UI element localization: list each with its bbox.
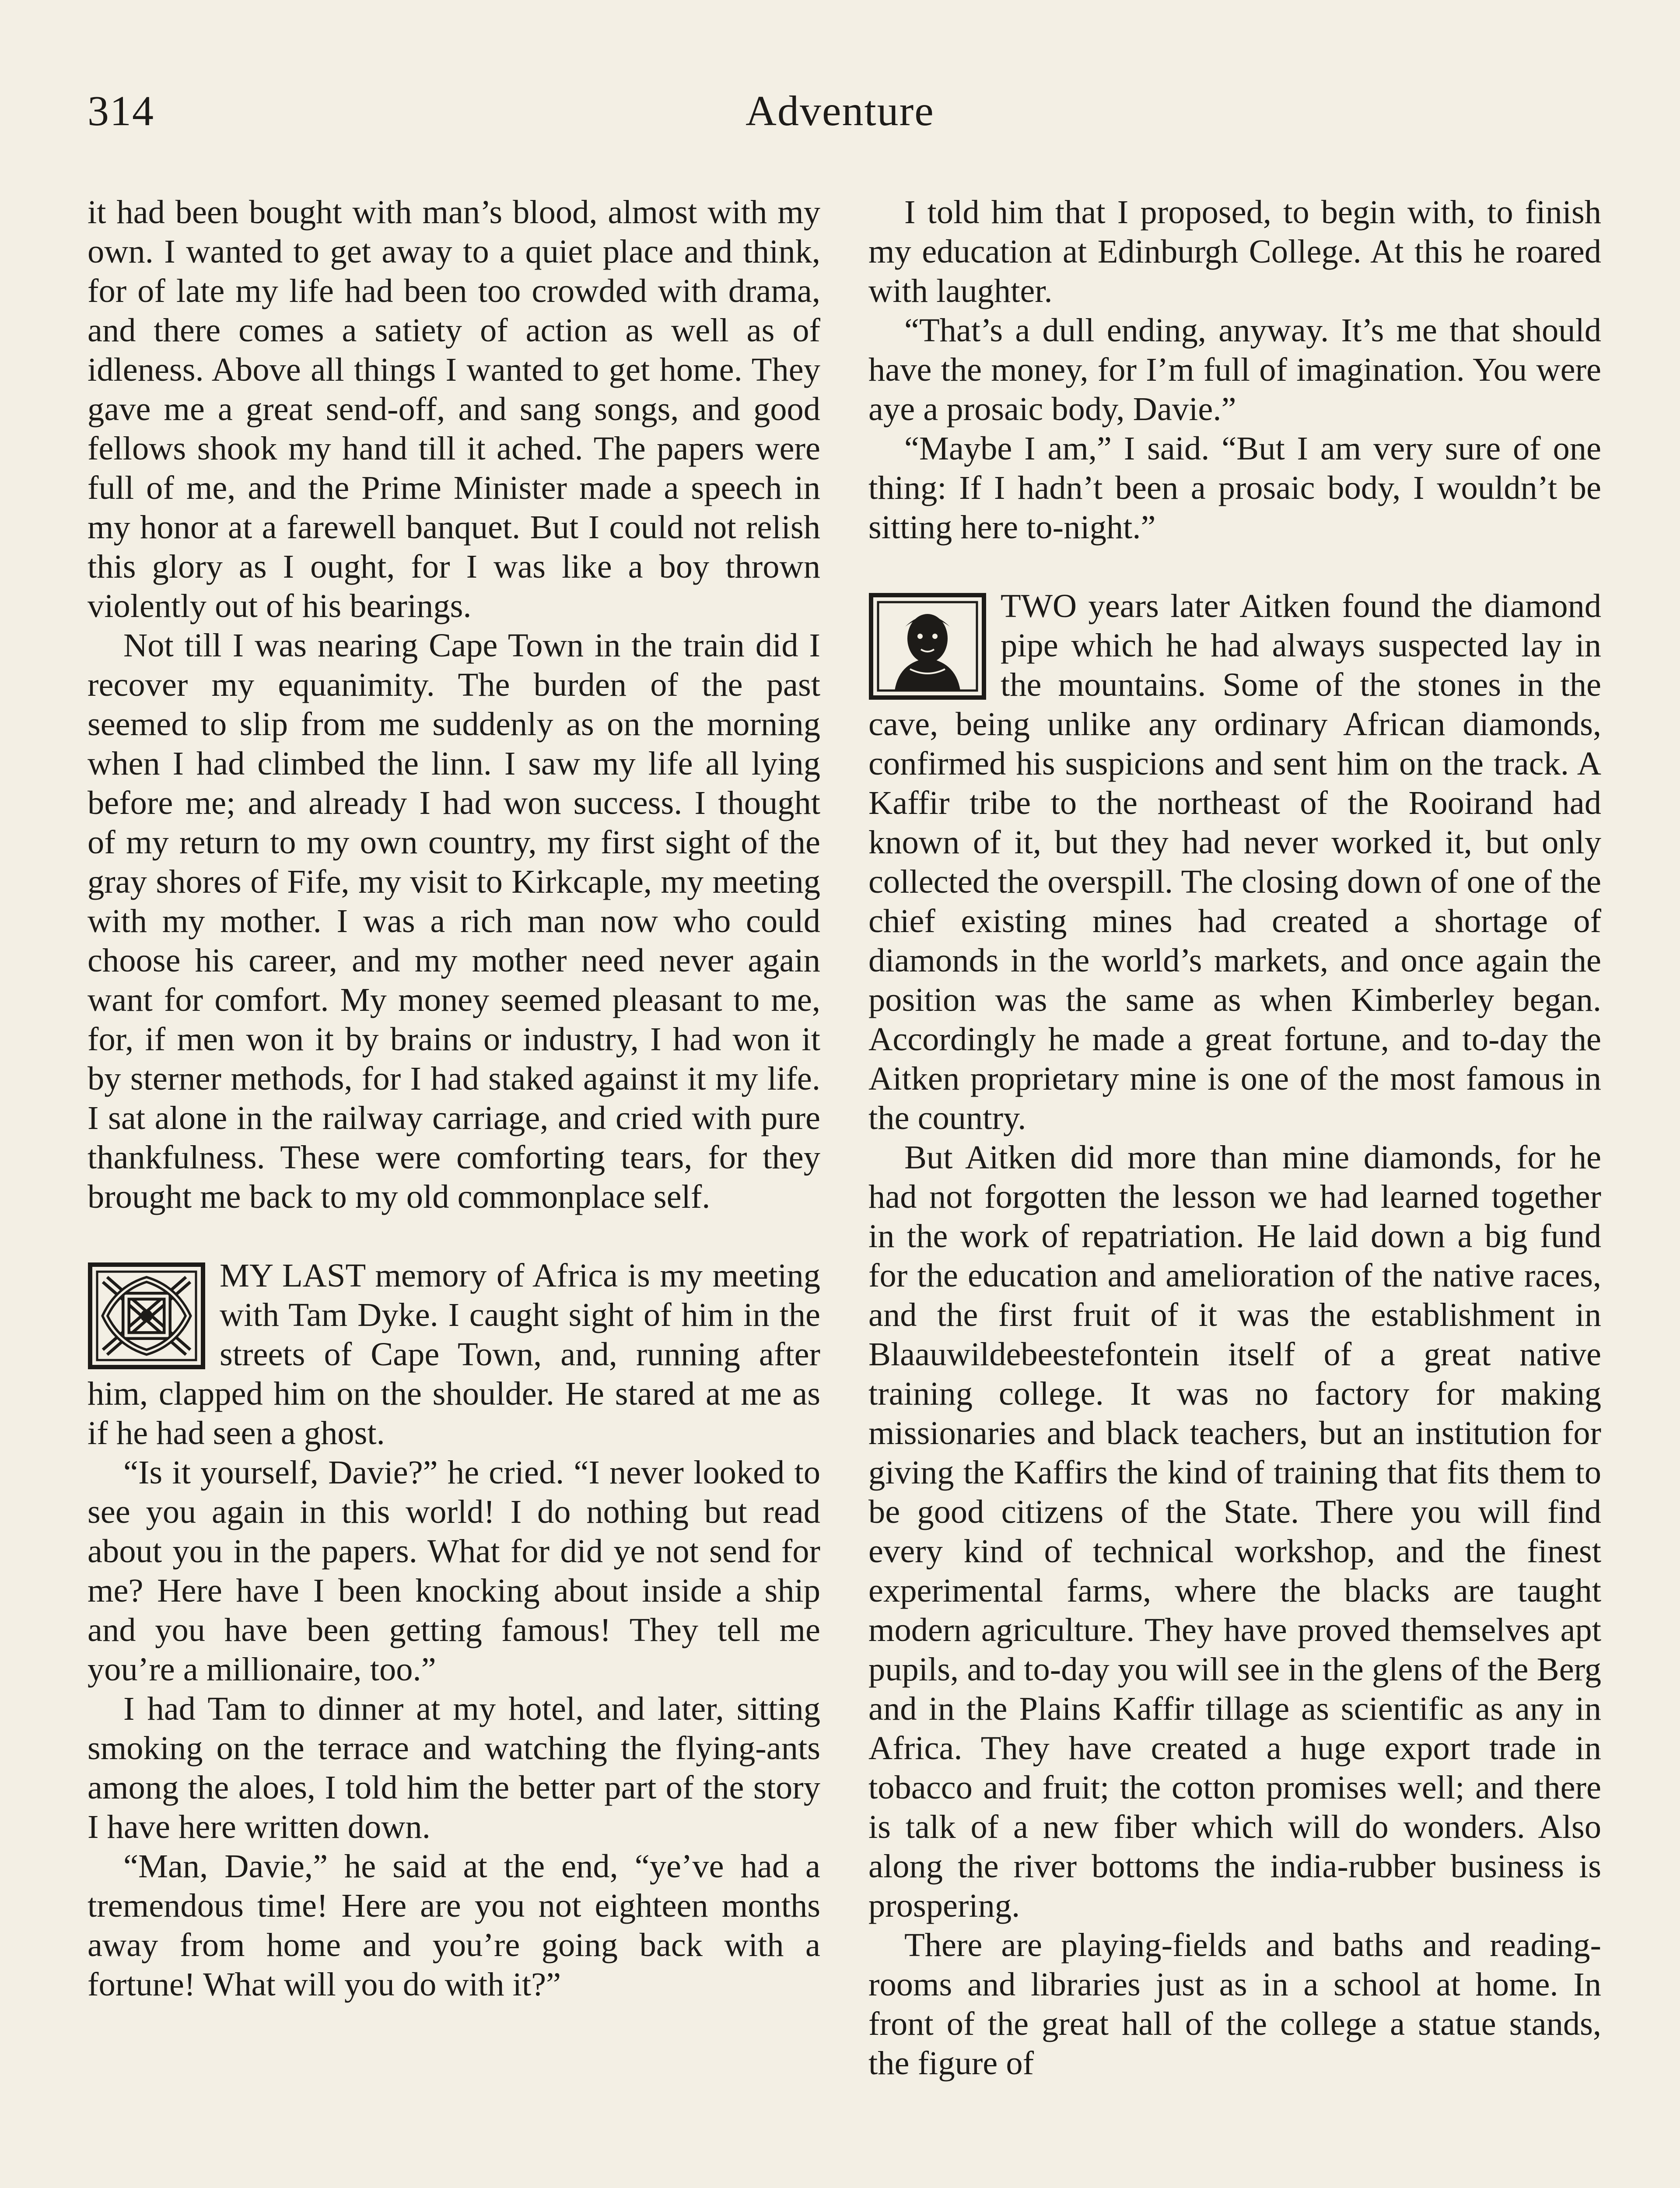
knot-ornament-icon <box>88 1262 206 1370</box>
section-text: years later Aitken found the diamond pipe which he had always suspected lay in the mountains. Some of the stones in the cave, being unlike any ordinary African diamonds, confirmed his suspicions and sent him on the track. A Kaffir tribe to the northeast of the Rooirand had known of it, but they had never worked it, but only collected the overspill. The closing down of one of the chief existing mines had created a shortage of diamonds in the world’s markets, and once again the position was the same as when Kimberley began. Accordingly he made a great fortune, and to-day the Aitken proprietary mine is one of the most famous in the country. <box>868 587 1601 1136</box>
body-paragraph: it had been bought with man’s blood, almost with my own. I wanted to get away to a quiet place and think, for of late my life had been too crowded with drama, and there comes a satiety of action as well as of idleness. Above all things I wanted to get home. They gave me a great send-off, and sang songs, and good fellows shook my hand till it ached. The papers were full of me, and the Prime Minister made a speech in my honor at a farewell banquet. But I could not relish this glory as I ought, for I was like a boy thrown violently out of his bearings. <box>88 193 820 624</box>
body-paragraph: “Maybe I am,” I said. “But I am very sure of one thing: If I hadn’t been a prosaic body, I wouldn’t be sitting here to-night.” <box>868 430 1601 546</box>
portrait-ornament-icon <box>868 593 987 700</box>
body-paragraph: I told him that I proposed, to begin with, to finish my education at Edinburgh College. At this he roared with laughter. <box>868 193 1601 309</box>
running-title: Adventure <box>746 88 934 135</box>
section-opening-paragraph <box>88 1256 820 1453</box>
section-break <box>88 1217 820 1256</box>
body-paragraph: There are playing-fields and baths and reading-rooms and libraries just as in a school at home. In front of the great hall of the college a statue stands, the figure of <box>868 1926 1601 2082</box>
right-column <box>868 193 1601 2083</box>
section-text: memory of Africa is my meeting with Tam Dyke. I caught sight of him in the streets of Cape Town, and, running after him, clapped him on the shoulder. He stared at me as if he had seen a ghost. <box>88 1257 820 1452</box>
section-break <box>868 547 1601 586</box>
section-opening-paragraph <box>868 586 1601 1138</box>
body-paragraph: But Aitken did more than mine diamonds, for he had not forgotten the lesson we had learned together in the work of repatriation. He laid down a big fund for the education and amelioration of the native races, and the first fruit of it was the establishment in Blaauwildebeestefontein itself of a great native training college. It was no factory for making missionaries and black teachers, but an institution for giving the Kaffirs the kind of training that fits them to be good citizens of the State. There you will find every kind of technical workshop, and the finest experimental farms, where the blacks are taught modern agriculture. They have proved themselves apt pupils, and to-day you will see in the glens of the Berg and in the Plains Kaffir tillage as scientific as any in Africa. They have created a huge export trade in tobacco and fruit; the cotton promises well; and there is talk of a new fiber which will do wonders. Also along the river bottoms the india-rubber business is prospering. <box>868 1139 1601 1924</box>
section-lead-words: TWO <box>1001 587 1077 624</box>
page-number: 314 <box>88 88 154 135</box>
body-paragraph: I had Tam to dinner at my hotel, and later, sitting smoking on the terrace and watching the flying-ants among the aloes, I told him the better part of the story I have here written down. <box>88 1690 820 1845</box>
body-paragraph: Not till I was nearing Cape Town in the train did I recover my equanimity. The burden of the past seemed to slip from me suddenly as on the morning when I had climbed the linn. I saw my life all lying before me; and already I had won success. I thought of my return to my own country, my first sight of the gray shores of Fife, my visit to Kirkcaple, my meeting with my mother. I was a rich man now who could choose his career, and my mother need never again want for comfort. My money seemed pleasant to me, for, if men won it by brains or industry, I had won it by sterner methods, for I had staked against it my life. I sat alone in the railway carriage, and cried with pure thankfulness. These were comforting tears, for they brought me back to my old commonplace self. <box>88 627 820 1215</box>
section-lead-words: MY LAST <box>220 1257 365 1294</box>
body-paragraph: “Is it yourself, Davie?” he cried. “I never looked to see you again in this world! I do nothing but read about you in the papers. What for did ye not send for me? Here have I been knocking about inside a ship and you have been getting famous! They tell me you’re a millionaire, too.” <box>88 1454 820 1688</box>
body-paragraph: “Man, Davie,” he said at the end, “ye’ve had a tremendous time! Here are you not eighteen months away from home and you’re going back with a fortune! What will you do with it?” <box>88 1848 820 2003</box>
body-paragraph: “That’s a dull ending, anyway. It’s me that should have the money, for I’m full of imagination. You were aye a prosaic body, Davie.” <box>868 312 1601 428</box>
left-column <box>88 193 820 2004</box>
